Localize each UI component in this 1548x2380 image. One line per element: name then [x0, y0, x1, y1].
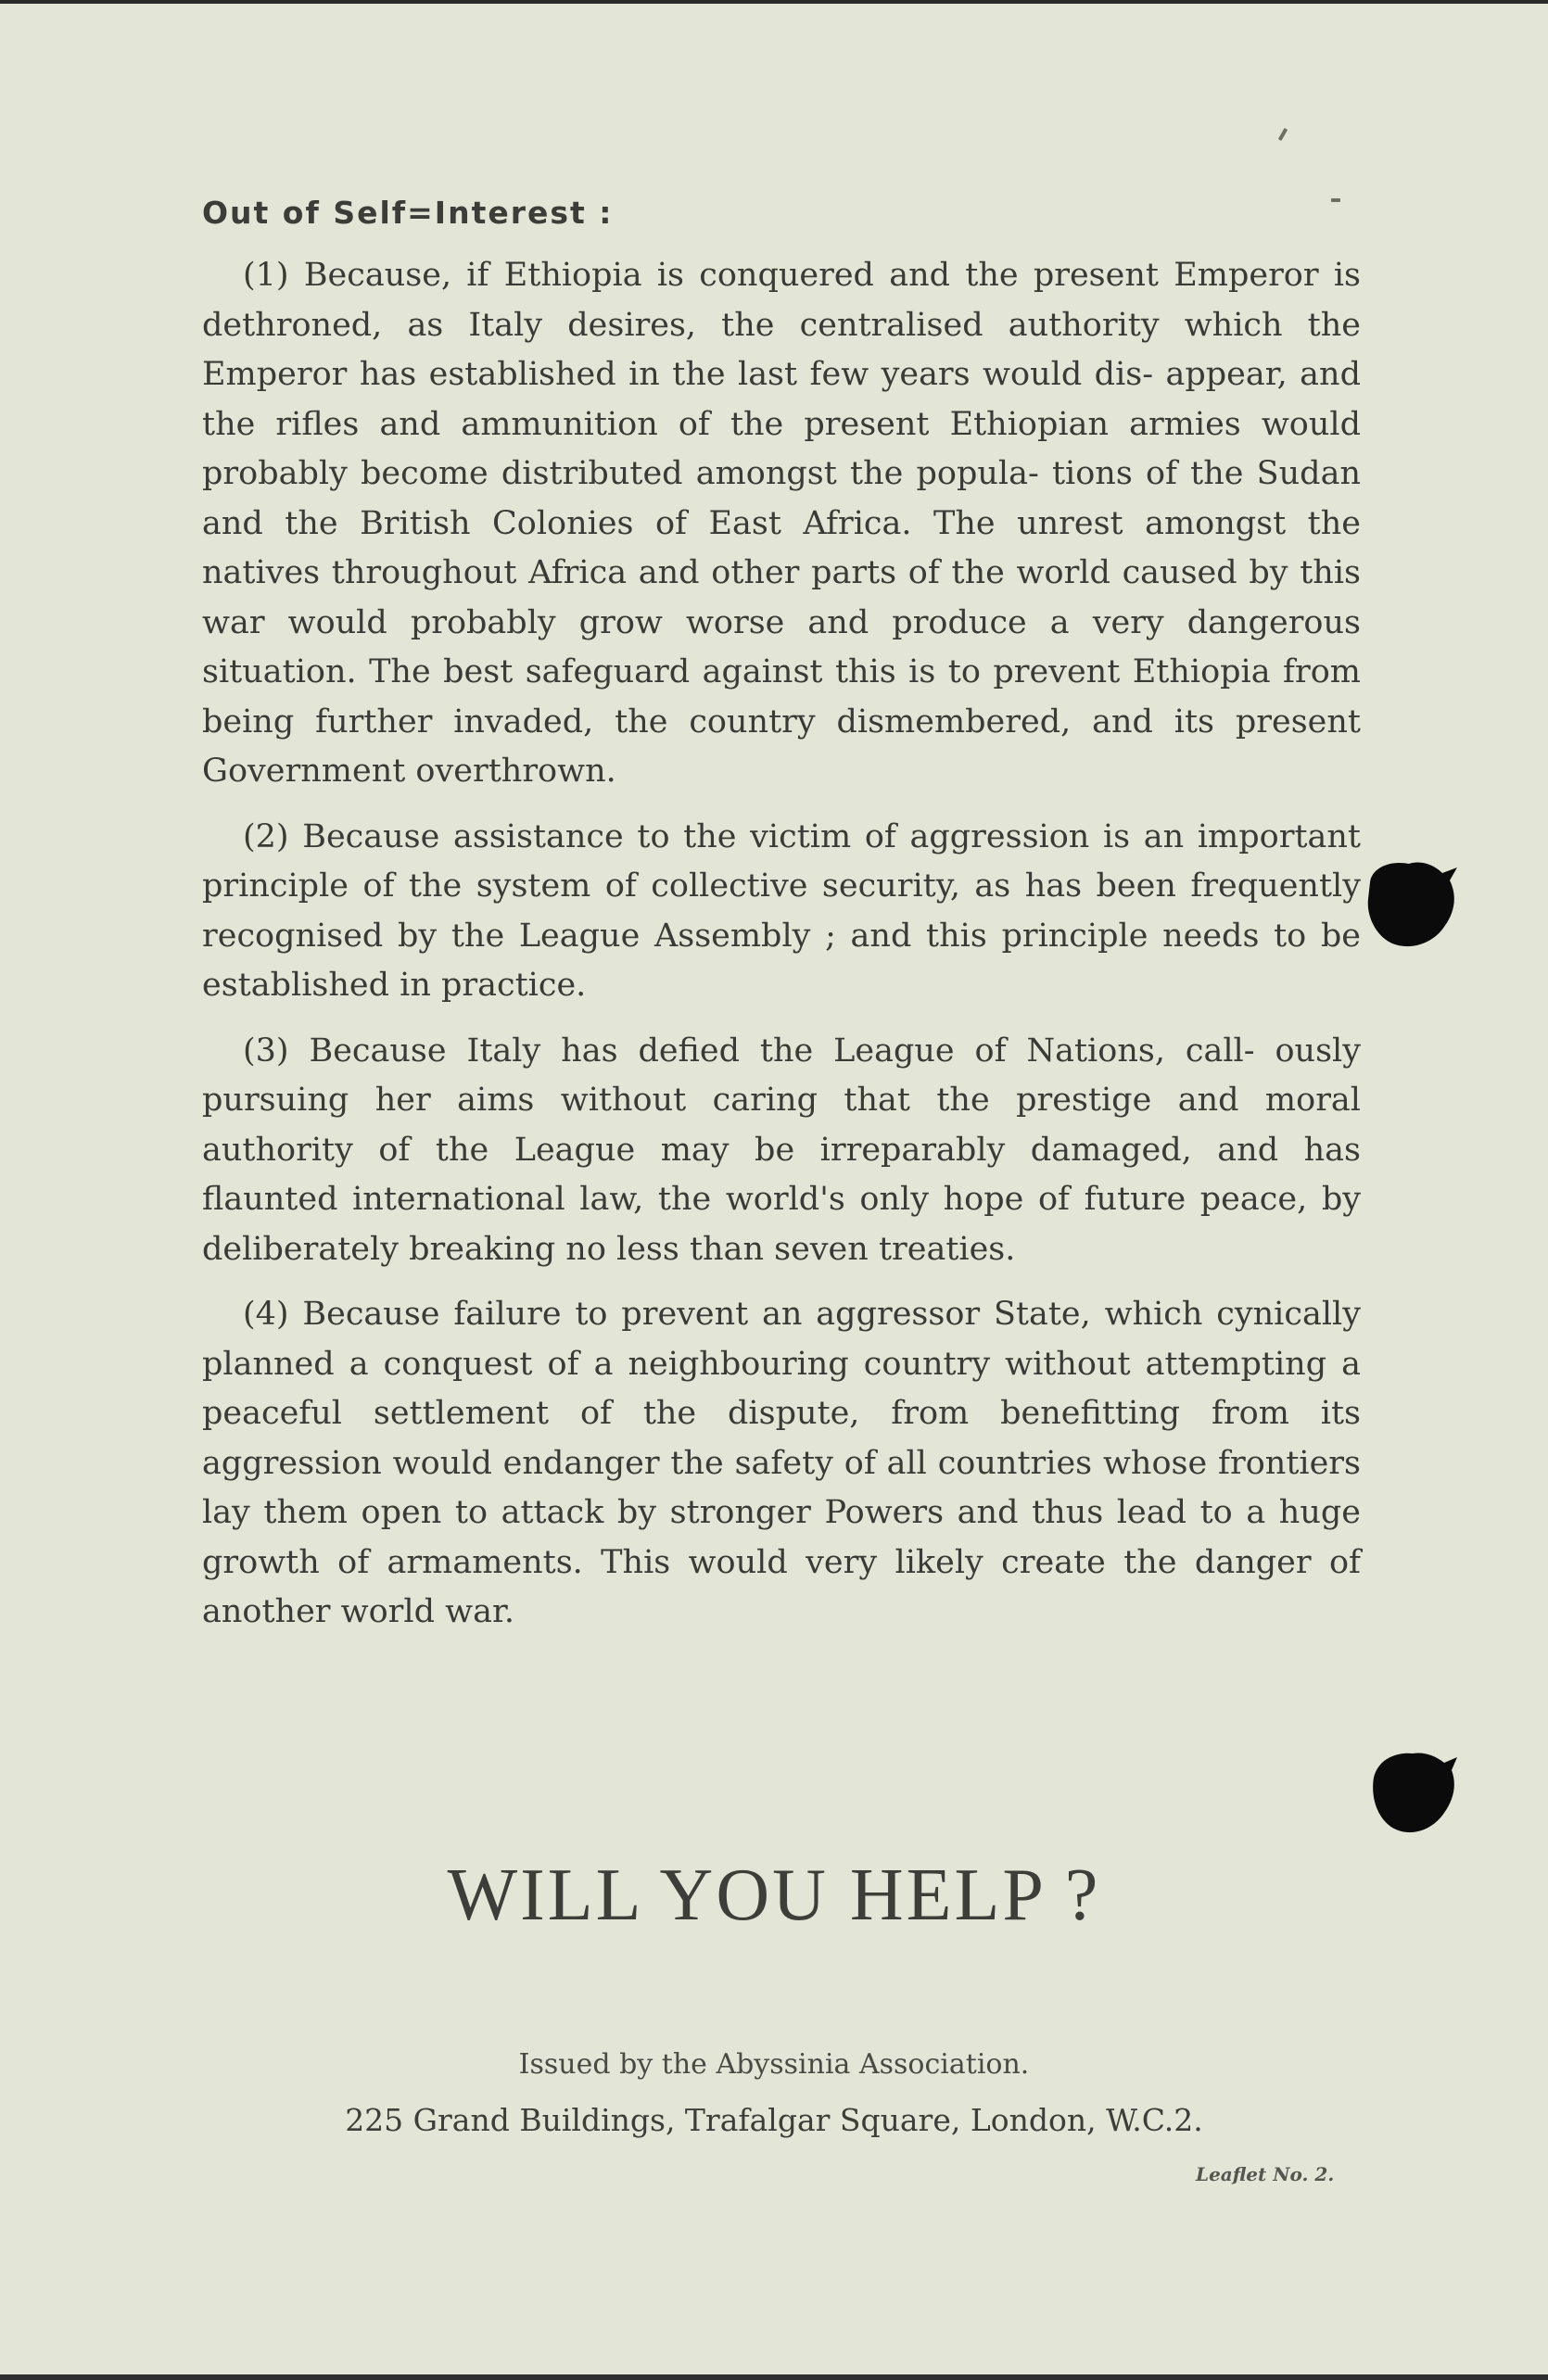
leaflet-number: Leaflet No. 2. — [1196, 2163, 1335, 2185]
reason-paragraph-1: (1) Because, if Ethiopia is conquered and the present Emperor is dethroned, as Italy desires, the centralised authority which the Emperor has established in the last few years would dis- appear, and the rifles and ammunition of the present Ethiopian armies would probably become distributed amongst the popula- tions of the Sudan and the British Colonies of East Africa. The unrest amongst the natives throughout Africa and other parts of the world caused by this war would probably grow worse and produce a very dangerous situation. The best safeguard against this is to prevent Ethiopia from being further invaded, the country dismembered, and its present Government overthrown. — [202, 257, 1361, 790]
bottom-border — [0, 2374, 1548, 2380]
reason-paragraph-3: (3) Because Italy has defied the League of Nations, call- ously pursuing her aims without caring that the prestige and moral authority of the League may be irreparably damaged, and has flaunted international law, the world's only hope of future peace, by deliberately breaking no less than seven treaties. — [202, 1032, 1361, 1268]
top-border — [0, 0, 1548, 4]
call-to-action-heading: WILL YOU HELP ? — [447, 1855, 1101, 1936]
punch-hole-icon — [1361, 1744, 1463, 1846]
issuer-line: Issued by the Abyssinia Association. — [518, 2048, 1030, 2081]
address-line: 225 Grand Buildings, Trafalgar Square, London, W.C.2. — [345, 2102, 1203, 2138]
punch-hole-icon — [1353, 855, 1465, 966]
reason-paragraph-2: (2) Because assistance to the victim of aggression is an important principle of the system of collective security, as has been frequently recognised by the League Assembly ; and this principle needs to be established in practice. — [202, 817, 1361, 1004]
scan-mark — [1278, 128, 1288, 141]
section-heading: Out of Self=Interest : — [202, 195, 614, 231]
reason-paragraph-4: (4) Because failure to prevent an aggressor State, which cynically planned a conquest of a neighbouring country without attempting a peaceful settlement of the dispute, from benefitting from its aggression would endanger the safety of all countries whose frontiers lay them open to attack by stronger Powers and thus lead to a huge growth of armaments. This would very likely create the danger of another world war. — [202, 1296, 1361, 1630]
leaflet-body — [202, 195, 1361, 1653]
